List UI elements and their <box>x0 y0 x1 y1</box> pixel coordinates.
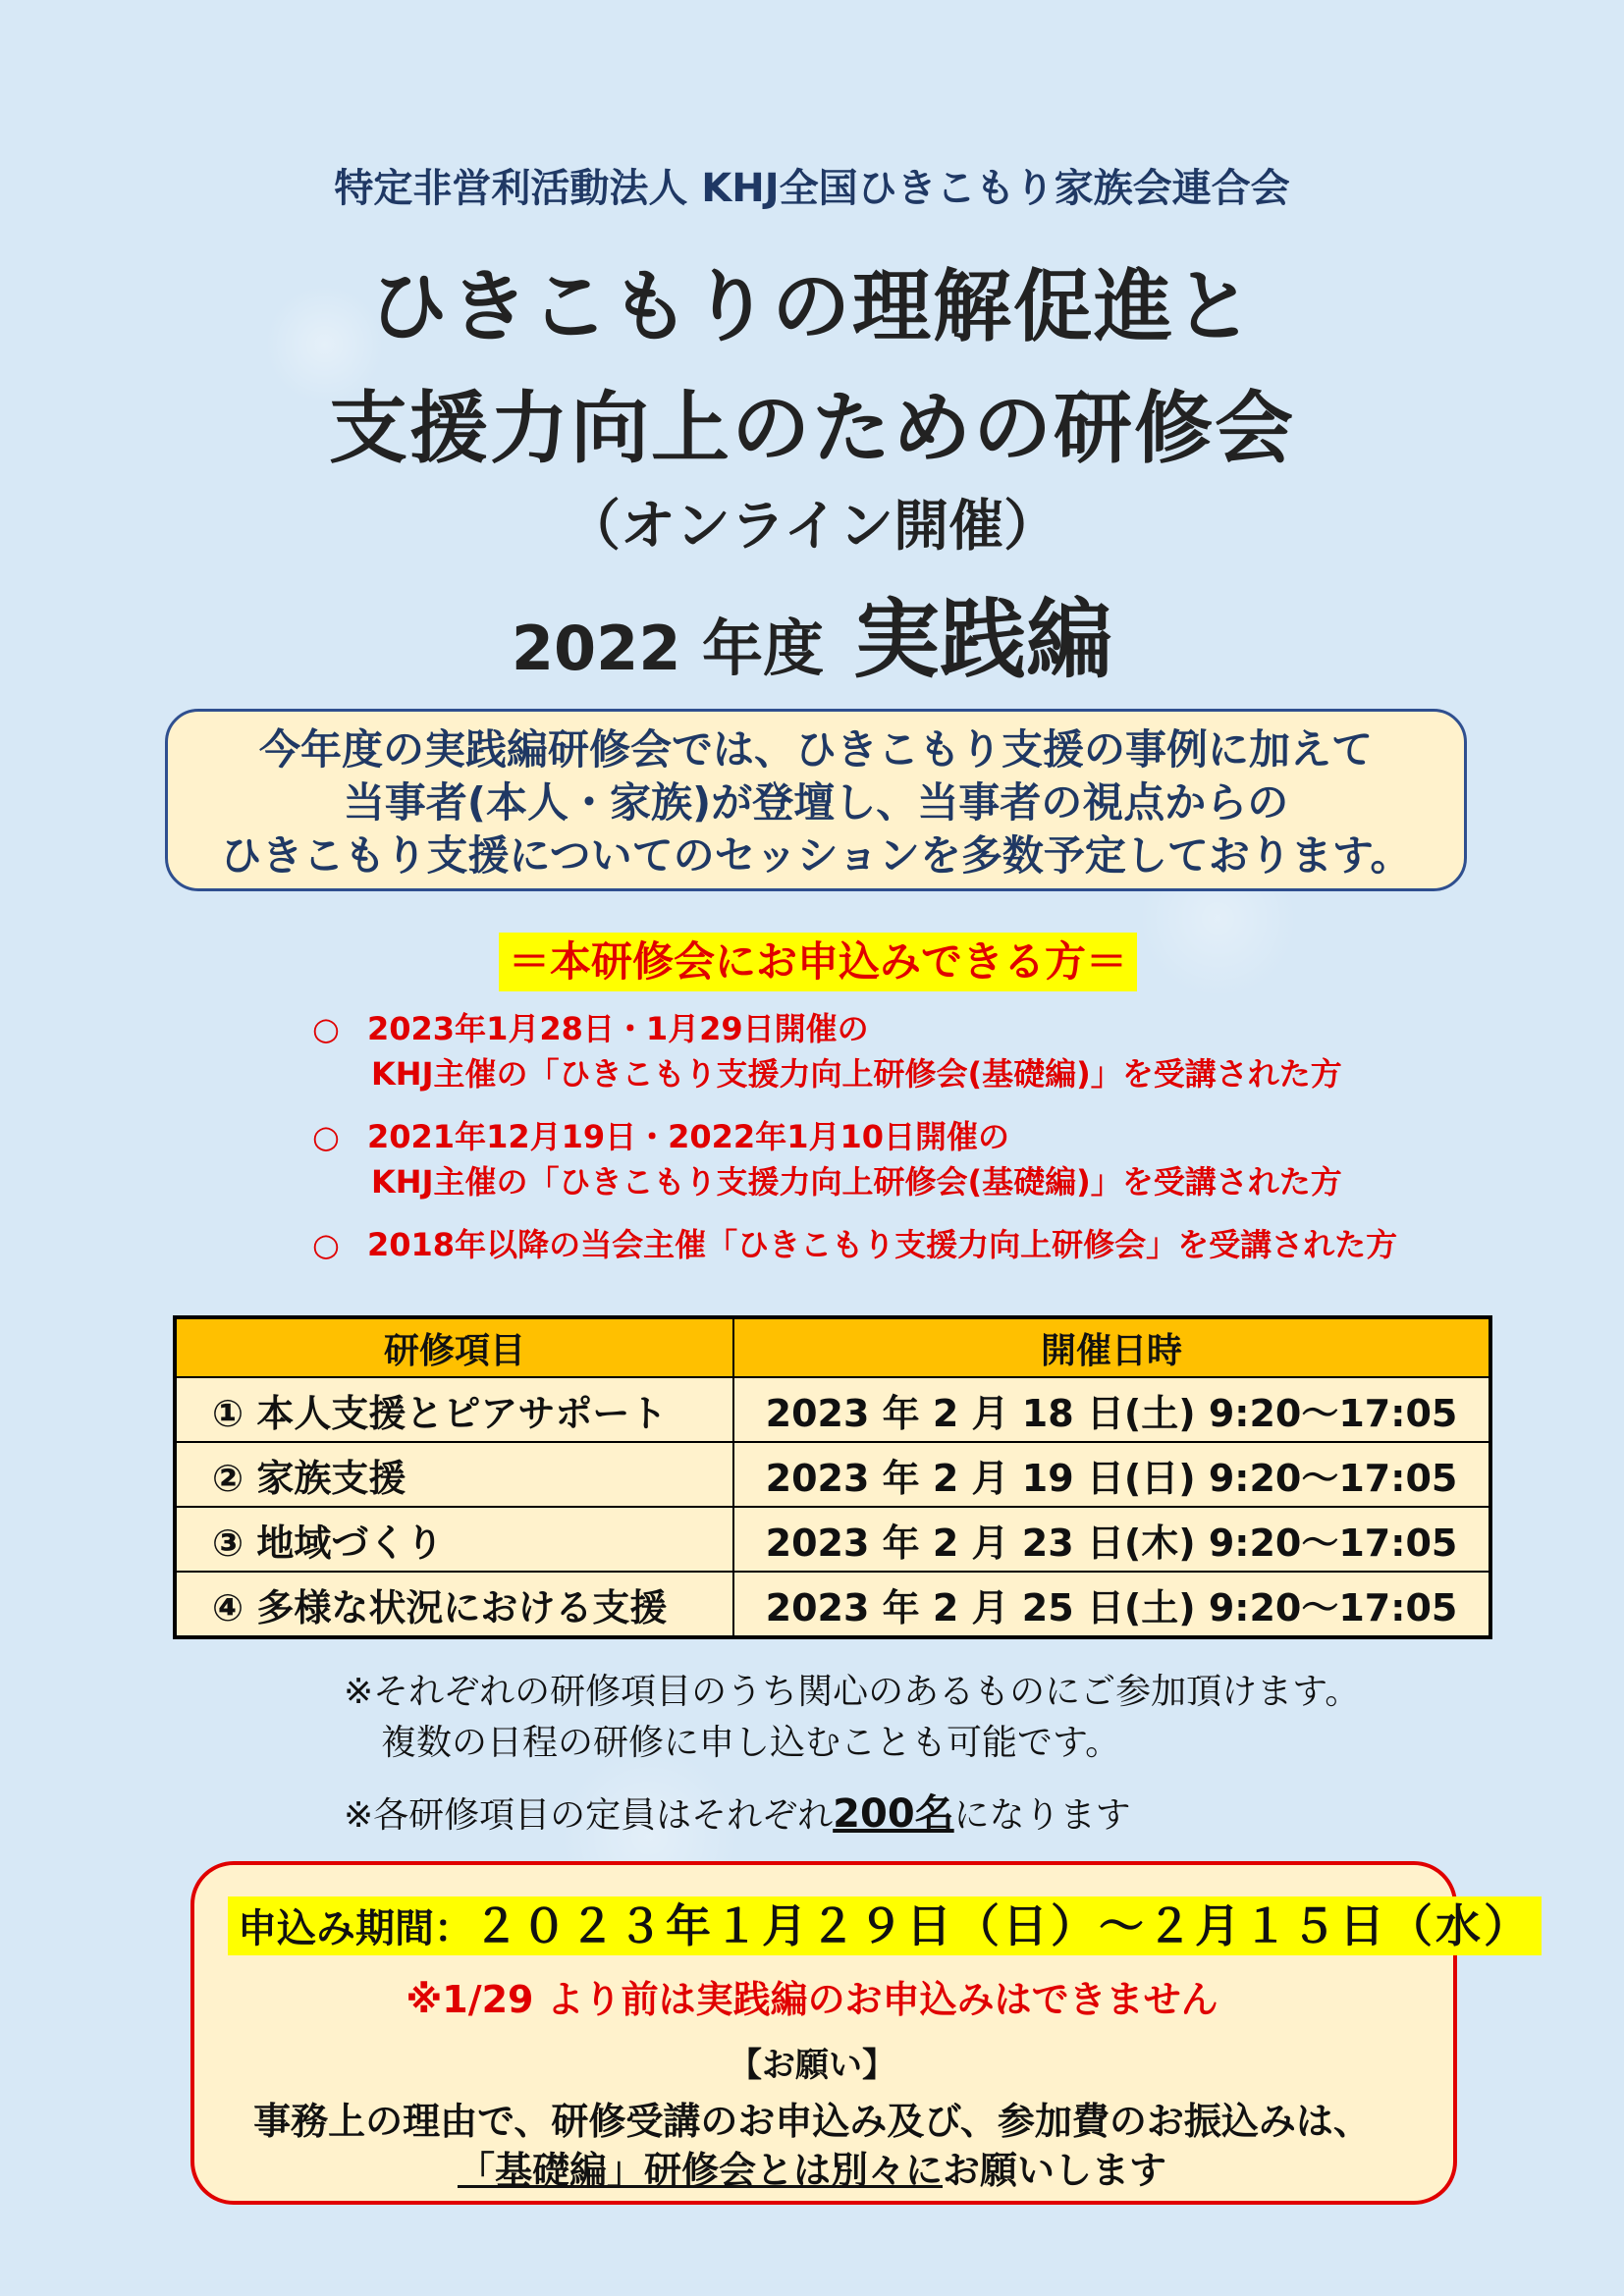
table-header-row <box>175 1317 1490 1377</box>
capacity-value: 200名 <box>833 1791 954 1837</box>
organization-name: 特定非営利活動法人 KHJ全国ひきこもり家族会連合会 <box>334 166 1290 211</box>
application-period-label: 申込み期間： <box>238 1906 473 1951</box>
eligibility-item-line-1: 2021年12月19日・2022年1月10日開催の <box>367 1118 1009 1155</box>
note-line-2: 複数の日程の研修に申し込むことも可能です。 <box>381 1723 1121 1763</box>
circle-bullet-icon: ○ <box>312 1226 340 1263</box>
title-line-2: 支援力向上のための研修会 <box>329 383 1295 474</box>
table-row <box>175 1507 1490 1572</box>
table-row <box>175 1572 1490 1637</box>
request-underlined-text: 「基礎編」研修会とは別々に <box>457 2149 943 2192</box>
eligibility-heading: ＝本研修会にお申込みできる方＝ <box>499 933 1137 991</box>
training-date: 2023 年 2 月 25 日(土) 9:20～17:05 <box>733 1572 1490 1637</box>
capacity-suffix: になります <box>953 1795 1131 1836</box>
note-line-1: ※それぞれの研修項目のうち関心のあるものにご参加頂けます。 <box>344 1672 1361 1712</box>
eligibility-item-line-1: 2023年1月28日・1月29日開催の <box>367 1010 869 1047</box>
training-item: ① 本人支援とピアサポート <box>175 1377 733 1442</box>
column-header-date: 開催日時 <box>733 1317 1490 1377</box>
column-header-item: 研修項目 <box>175 1317 733 1377</box>
table-row <box>175 1442 1490 1507</box>
application-period <box>228 1896 1542 1955</box>
application-warning: ※1/29 より前は実践編のお申込みはできません <box>406 1978 1218 2021</box>
capacity-note <box>344 1790 1131 1840</box>
subtitle: （オンライン開催） <box>565 495 1059 559</box>
eligibility-item-line-2: KHJ主催の「ひきこもり支援力向上研修会(基礎編)」を受講された方 <box>371 1055 1342 1093</box>
eligibility-item <box>312 1006 1342 1096</box>
request-line-1: 事務上の理由で、研修受講のお申込み及び、参加費のお振込みは、 <box>253 2100 1371 2143</box>
capacity-prefix: ※各研修項目の定員はそれぞれ <box>344 1795 834 1836</box>
eligibility-item <box>312 1222 1397 1267</box>
intro-line-3: ひきこもり支援についてのセッションを多数予定しております。 <box>220 831 1412 880</box>
intro-line-2: 当事者(本人・家族)が登壇し、当事者の視点からの <box>343 778 1289 827</box>
circle-bullet-icon: ○ <box>312 1010 340 1047</box>
application-period-value: ２０２３年１月２９日（日）～２月１５日（水） <box>473 1899 1532 1952</box>
fiscal-year: 2022 年度 <box>511 613 825 684</box>
edition-label: 実践編 <box>853 589 1113 690</box>
eligibility-item <box>312 1114 1342 1204</box>
request-suffix: お願いします <box>943 2149 1167 2192</box>
training-item: ② 家族支援 <box>175 1442 733 1507</box>
eligibility-item-line-1: 2018年以降の当会主催「ひきこもり支援力向上研修会」を受講された方 <box>367 1226 1398 1263</box>
intro-line-1: 今年度の実践編研修会では、ひきこもり支援の事例に加えて <box>258 725 1373 774</box>
training-date: 2023 年 2 月 19 日(日) 9:20～17:05 <box>733 1442 1490 1507</box>
schedule-table <box>173 1315 1492 1639</box>
table-row <box>175 1377 1490 1442</box>
title-line-1: ひきこもりの理解促進と <box>369 261 1255 352</box>
training-item: ④ 多様な状況における支援 <box>175 1572 733 1637</box>
intro-box <box>165 709 1467 891</box>
training-date: 2023 年 2 月 18 日(土) 9:20～17:05 <box>733 1377 1490 1442</box>
training-date: 2023 年 2 月 23 日(木) 9:20～17:05 <box>733 1507 1490 1572</box>
eligibility-item-line-2: KHJ主催の「ひきこもり支援力向上研修会(基礎編)」を受講された方 <box>371 1163 1342 1201</box>
circle-bullet-icon: ○ <box>312 1118 340 1155</box>
request-heading: 【お願い】 <box>729 2046 895 2085</box>
year-line <box>0 571 1624 695</box>
training-item: ③ 地域づくり <box>175 1507 733 1572</box>
request-line-2 <box>0 2140 1624 2194</box>
